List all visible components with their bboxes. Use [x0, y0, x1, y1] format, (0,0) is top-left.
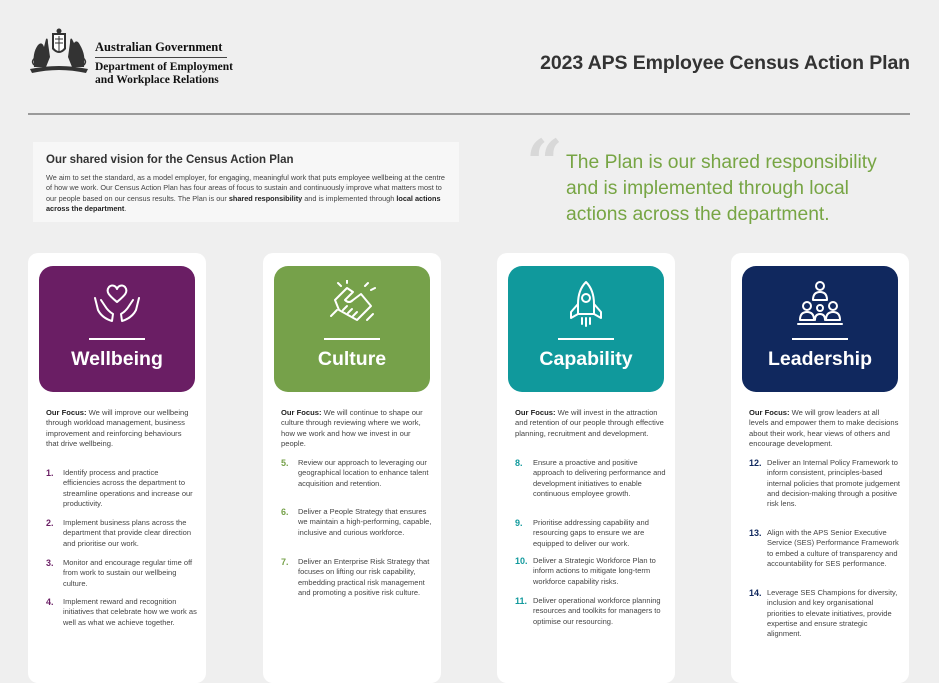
org-line-2: Department of Employment: [95, 61, 233, 73]
item-number: 7.: [281, 557, 289, 567]
organisation-name: [95, 40, 233, 86]
vision-text-a: We aim to set the standard, as a model employer, for engaging, meaningful work that puts employee wellbeing at the centre of how we work. Our Census Action Plan has four areas of focus to sustain and continuously improve what matters most to our people based on our census results. The Plan is our: [46, 173, 445, 203]
focus-label: Our Focus:: [46, 408, 87, 417]
focus-text: [749, 408, 899, 449]
item-text: Leverage SES Champions for diversity, inclusion and key organisational priorities to elevate initiatives, provide expertise and ensure strategic alignment.: [767, 588, 898, 639]
item-number: 8.: [515, 458, 523, 468]
focus-body: We will grow leaders at all levels and empower them to make decisions about their work, hear views of others and encourage development.: [749, 408, 899, 448]
page-header: [0, 0, 939, 114]
vision-bold-a: shared responsibility: [228, 193, 303, 203]
card-capability: [497, 253, 675, 683]
item-number: 3.: [46, 558, 54, 568]
header-divider: [28, 113, 910, 115]
card-culture: [263, 253, 441, 683]
org-line-1: Australian Government: [95, 40, 223, 54]
card-title: Leadership: [767, 348, 873, 370]
focus-body: We will continue to shape our culture through reviewing where we work, how we work and how we invest in our people.: [281, 408, 423, 448]
item-number: 5.: [281, 458, 289, 468]
focus-label: Our Focus:: [281, 408, 322, 417]
people-group-icon: [795, 280, 845, 328]
tile-divider: [558, 338, 614, 340]
item-text: Monitor and encourage regular time off from work to sustain our wellbeing culture.: [63, 558, 193, 588]
item-text: Deliver a Strategic Workforce Plan to inform actions to mitigate long-term workforce capability risks.: [533, 556, 656, 586]
focus-label: Our Focus:: [515, 408, 556, 417]
page-title: 2023 APS Employee Census Action Plan: [540, 52, 910, 74]
item-number: 14.: [749, 588, 762, 598]
item-text: Identify process and practice efficiencies across the department to streamline operations and increase our productivity.: [63, 468, 193, 508]
item-text: Prioritise addressing capability and resourcing gaps to ensure we are equipped to deliver our work.: [533, 518, 649, 548]
vision-text: [46, 173, 452, 214]
tile-divider: [89, 338, 145, 340]
item-text: Deliver an Enterprise Risk Strategy that focuses on lifting our risk capability, embedding practical risk management and promoting a positive risk culture.: [298, 557, 430, 597]
focus-label: Our Focus:: [749, 408, 790, 417]
focus-text: [515, 408, 665, 439]
focus-text: [281, 408, 431, 449]
quote-mark-icon: “: [526, 126, 563, 201]
org-divider: [95, 57, 227, 58]
item-number: 6.: [281, 507, 289, 517]
item-number: 4.: [46, 597, 54, 607]
wellbeing-tile: [39, 266, 195, 392]
item-number: 12.: [749, 458, 762, 468]
item-text: Align with the APS Senior Executive Service (SES) Performance Framework to embed a culture of transparency and accountability for SES performance.: [767, 528, 899, 568]
item-number: 2.: [46, 518, 54, 528]
card-wellbeing: [28, 253, 206, 683]
item-text: Deliver an Internal Policy Framework to inform consistent, principles-based internal policies that promote judgement and decision-making through a positive risk lens.: [767, 458, 900, 509]
capability-tile: [508, 266, 664, 392]
handshake-icon: [327, 280, 377, 328]
item-number: 11.: [515, 596, 528, 606]
hands-heart-icon: [92, 280, 142, 328]
card-title: Wellbeing: [71, 348, 163, 370]
coat-of-arms-icon: [28, 27, 90, 75]
vision-bold-b: local actions across the department: [46, 193, 441, 213]
item-text: Ensure a proactive and positive approach to delivering performance and development initiatives to enable continuous employee growth.: [533, 458, 666, 498]
leadership-tile: [742, 266, 898, 392]
item-text: Deliver operational workforce planning resources and toolkits for managers to optimise our resourcing.: [533, 596, 661, 626]
tile-divider: [792, 338, 848, 340]
culture-tile: [274, 266, 430, 392]
vision-box: [33, 142, 459, 222]
item-text: Review our approach to leveraging our geographical location to enhance talent acquisition and retention.: [298, 458, 429, 488]
focus-text: [46, 408, 196, 449]
item-number: 9.: [515, 518, 523, 528]
vision-heading: Our shared vision for the Census Action Plan: [46, 154, 294, 166]
rocket-icon: [561, 280, 611, 328]
focus-body: We will improve our wellbeing through workload management, business improvement and reinforcing behaviours that drive wellbeing.: [46, 408, 189, 448]
item-number: 10.: [515, 556, 528, 566]
item-text: Deliver a People Strategy that ensures we maintain a high-performing, capable, inclusive and curious workforce.: [298, 507, 432, 537]
card-title: Culture: [317, 348, 387, 370]
item-number: 13.: [749, 528, 762, 538]
card-leadership: [731, 253, 909, 683]
focus-body: We will invest in the attraction and retention of our people through effective planning, recruitment and development.: [515, 408, 664, 438]
vision-text-c: .: [124, 203, 127, 213]
card-title: Capability: [539, 348, 633, 370]
org-line-3: and Workplace Relations: [95, 73, 219, 86]
item-text: Implement business plans across the department that provide clear direction and prioritise our work.: [63, 518, 191, 548]
item-number: 1.: [46, 468, 54, 478]
pull-quote: The Plan is our shared responsibility and is implemented through local actions across the department.: [566, 152, 877, 225]
item-text: Implement reward and recognition initiatives that celebrate how we work as well as what we achieve together.: [63, 597, 197, 627]
vision-text-b: and is implemented through: [302, 193, 397, 203]
tile-divider: [324, 338, 380, 340]
